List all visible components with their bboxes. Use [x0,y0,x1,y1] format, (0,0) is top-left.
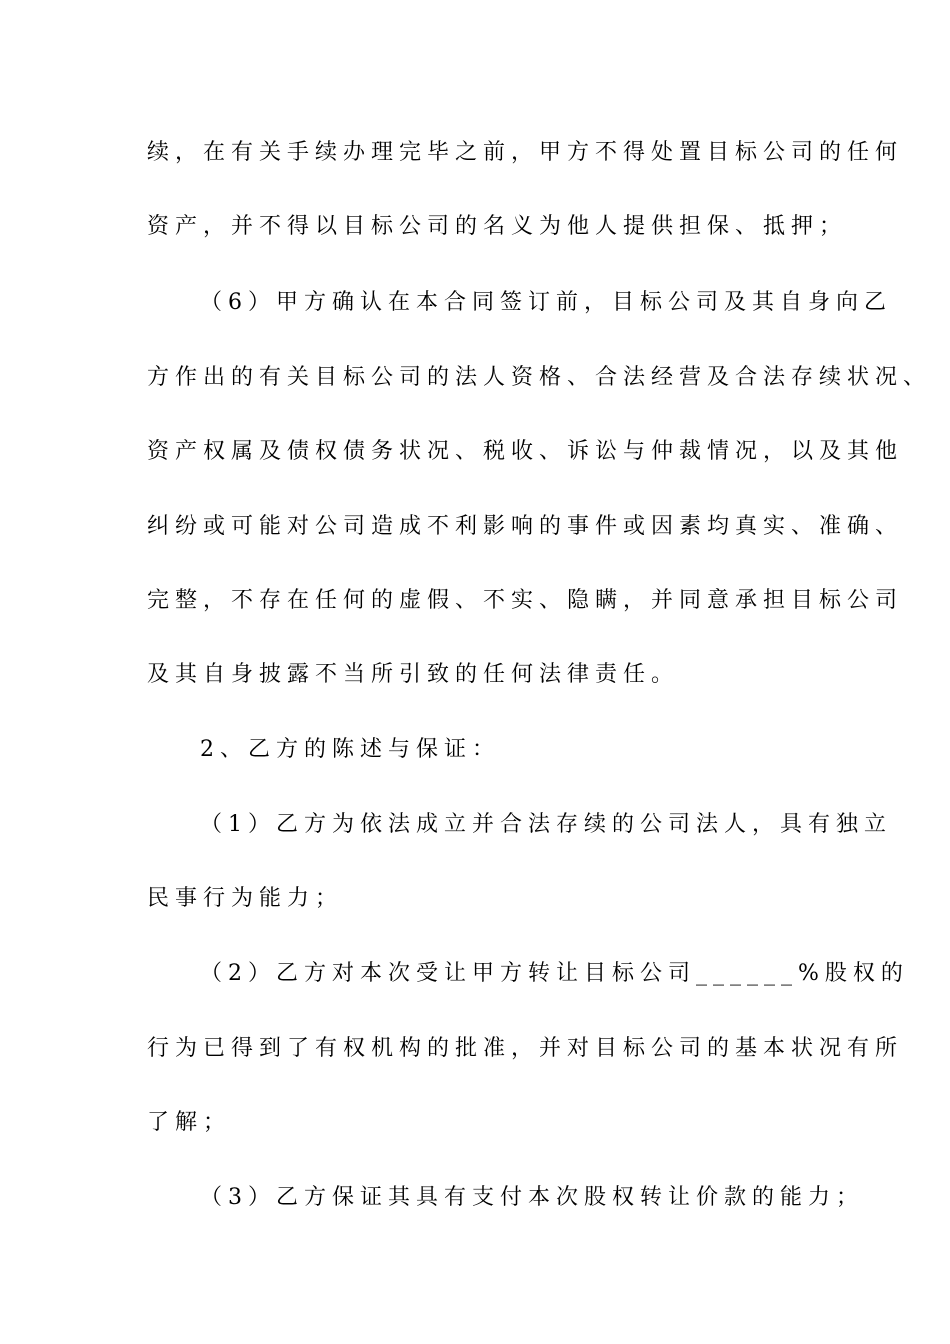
paragraph-line: 方作出的有关目标公司的法人资格、合法经营及合法存续状况、 [147,365,932,390]
paragraph-line: 续，在有关手续办理完毕之前，甲方不得处置目标公司的任何 [147,140,904,165]
paragraph-line: 资产，并不得以目标公司的名义为他人提供担保、抵押； [147,214,848,239]
paragraph-line: 行为已得到了有权机构的批准，并对目标公司的基本状况有所 [147,1036,904,1061]
paragraph-line: （6）甲方确认在本合同签订前，目标公司及其自身向乙 [200,290,892,315]
paragraph-line: （2）乙方对本次受让甲方转让目标公司______%股权的 [200,961,909,986]
paragraph-line: 及其自身披露不当所引致的任何法律责任。 [147,662,680,687]
paragraph-line: （3）乙方保证其具有支付本次股权转让价款的能力； [200,1185,864,1210]
paragraph-line: 了解； [147,1110,232,1135]
paragraph-line: 资产权属及债权债务状况、税收、诉讼与仲裁情况，以及其他 [147,439,904,464]
paragraph-line: 民事行为能力； [147,886,344,911]
paragraph-line: 完整，不存在任何的虚假、不实、隐瞒，并同意承担目标公司 [147,588,904,613]
section-heading: 2、乙方的陈述与保证： [200,737,500,762]
paragraph-line: （1）乙方为依法成立并合法存续的公司法人，具有独立 [200,812,892,837]
paragraph-line: 纠纷或可能对公司造成不利影响的事件或因素均真实、准确、 [147,514,904,539]
